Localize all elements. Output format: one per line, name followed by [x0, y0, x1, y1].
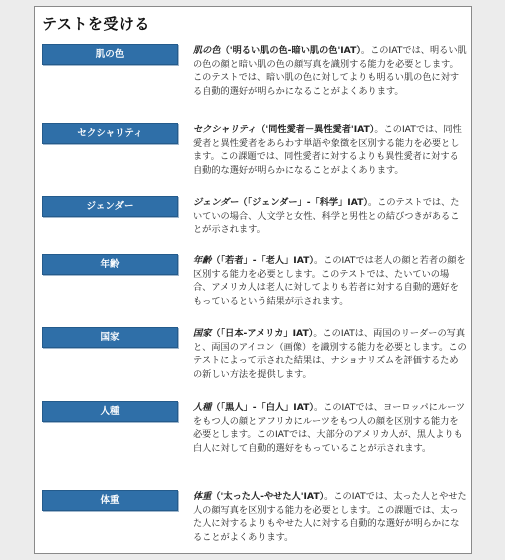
weight-test-button[interactable]: 体重 [42, 490, 178, 511]
test-subtitle: （'太った人‐やせた人'IAT） [211, 491, 325, 502]
test-subtitle: （「日本‐アメリカ」IAT） [211, 328, 314, 339]
sexuality-test-button[interactable]: セクシャリティ [42, 123, 178, 144]
test-description [193, 327, 467, 381]
page-title: テストを受ける [42, 15, 150, 33]
test-description [193, 401, 467, 455]
test-name: 人種 [193, 402, 212, 413]
test-subtitle: （'同性愛者－異性愛者'IAT） [256, 124, 375, 135]
test-body: 。このIATでは、明るい肌の色の顔と暗い肌の色の顔写真を識別する能力を必要とします。このテストでは、暗い肌の色に対してよりも明るい肌の色に対する自動的選好が明らかになることがよくあります。 [193, 45, 467, 97]
gender-test-button[interactable]: ジェンダー [42, 196, 178, 217]
test-subtitle: （「若者」-「老人」IAT） [211, 255, 314, 266]
test-description [193, 490, 467, 544]
test-description [193, 254, 467, 308]
test-description [193, 196, 467, 237]
test-subtitle: （「黒人」-「白人」IAT） [211, 402, 314, 413]
test-name: 体重 [193, 491, 212, 502]
skin-tone-test-button[interactable]: 肌の色 [42, 44, 178, 65]
test-body: 。このIATは、両国のリーダーの写真と、両国のアイコン（画像）を識別する能力を必要とします。このテストによって示された結果は、ナショナリズムを評価するための新しい方法を提供します。 [193, 328, 467, 380]
race-test-button[interactable]: 人種 [42, 401, 178, 422]
age-test-button[interactable]: 年齢 [42, 254, 178, 275]
test-name: 年齢 [193, 255, 212, 266]
nation-test-button[interactable]: 国家 [42, 327, 178, 348]
test-body: 。このIATでは老人の顔と若者の顔を区別する能力を必要とします。このテストでは、たいていの場合、アメリカ人は老人に対してよりも若者に対する自動的選好をもっているという結果が示されます。 [193, 255, 466, 307]
test-description [193, 44, 467, 98]
test-subtitle: （「ジェンダー」-「科学」IAT） [238, 197, 368, 208]
take-test-panel [34, 6, 472, 554]
test-body: 。このIATでは、太った人とやせた人の顔写真を区別する能力を必要とします。この課題では、太った人に対するよりもやせた人に対する自動的な選好が明らかになることがよくあります。 [193, 491, 467, 543]
test-body: 。このテストでは、たいていの場合、人文学と女性、科学と男性との結びつきがあることが示されます。 [193, 197, 460, 236]
test-name: ジェンダー [193, 197, 239, 208]
test-name: セクシャリティ [193, 124, 257, 135]
test-name: 肌の色 [193, 45, 221, 56]
test-name: 国家 [193, 328, 212, 339]
test-body: 。このIATでは、同性愛者と異性愛者をあらわす単語や象徴を区別する能力を必要とします。この課題では、同性愛者に対するよりも異性愛者に対する自動的な選好が明らかになることがよくあります。 [193, 124, 462, 176]
test-description [193, 123, 467, 177]
test-body: 。このIATでは、ヨーロッパにルーツをもつ人の顔とアフリカにルーツをもつ人の顔を区別する能力を必要とします。このIATでは、大部分のアメリカ人が、黒人よりも白人に対して自動的選好をもっていることが示されます。 [193, 402, 466, 454]
test-subtitle: （'明るい肌の色‐暗い肌の色'IAT） [220, 45, 361, 56]
